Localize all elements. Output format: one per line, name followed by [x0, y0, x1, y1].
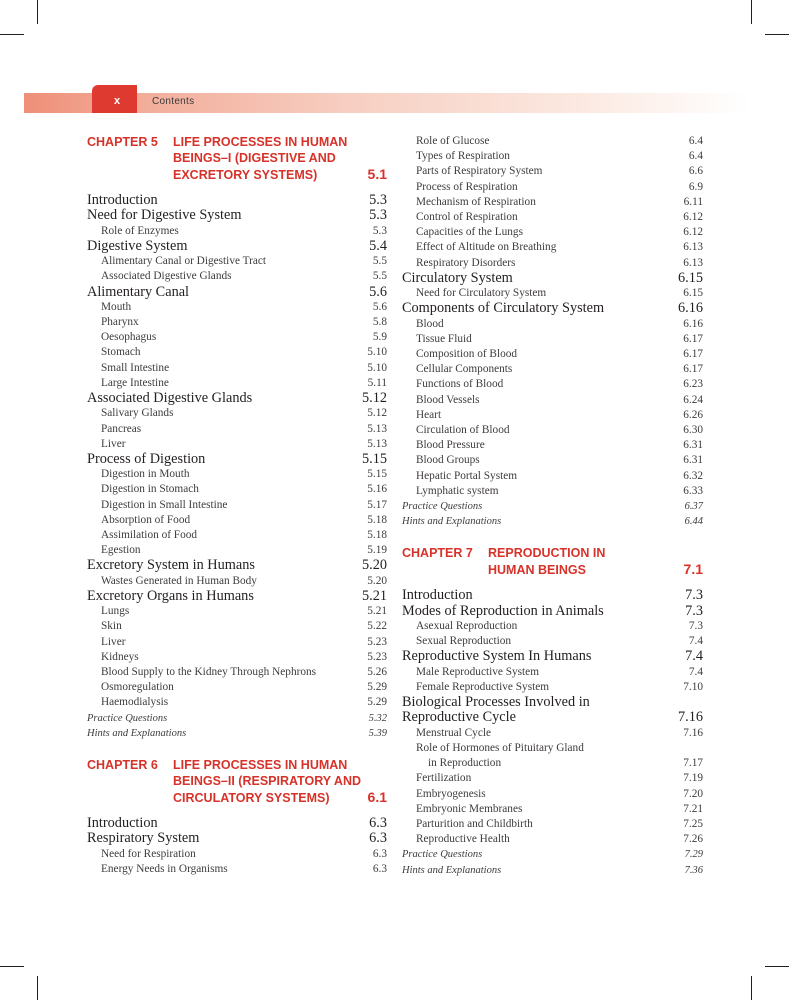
toc-back-matter-entry	[402, 514, 703, 529]
entry-title: Modes of Reproduction in Animals	[402, 602, 604, 619]
entry-title: Composition of Blood	[416, 348, 518, 361]
entry-page: 7.4	[685, 648, 703, 665]
entry-title: Parts of Respiratory System	[416, 165, 543, 178]
toc-subsection-entry	[402, 634, 703, 649]
entry-title: Mechanism of Respiration	[416, 195, 536, 208]
entry-title: Process of Digestion	[87, 450, 206, 467]
entry-title: Biological Processes Involved in	[402, 694, 590, 711]
entry-page: 6.32	[683, 469, 703, 482]
entry-title: Need for Digestive System	[87, 207, 242, 224]
chapter-title: LIFE PROCESSES IN HUMAN	[173, 135, 348, 149]
entry-page: 6.6	[688, 165, 703, 178]
entry-page: 6.12	[683, 211, 703, 224]
entry-title: Fertilization	[416, 772, 472, 785]
toc-section-entry	[87, 589, 387, 604]
chapter-title: HUMAN BEINGS	[488, 563, 586, 578]
toc-subsection-entry	[402, 408, 703, 423]
entry-title: Associated Digestive Glands	[101, 270, 232, 283]
toc-subsection-entry	[402, 317, 703, 332]
entry-title: Energy Needs in Organisms	[101, 862, 228, 875]
entry-title: Wastes Generated in Human Body	[101, 574, 257, 587]
entry-page: 5.5	[372, 270, 387, 283]
entry-page: 7.29	[684, 849, 703, 861]
entry-page: 6.33	[683, 484, 703, 497]
entry-title: Assimilation of Food	[101, 529, 198, 542]
chapter-title: LIFE PROCESSES IN HUMAN	[173, 758, 348, 773]
toc-subsection-entry	[402, 286, 703, 301]
entry-title: Haemodialysis	[101, 696, 169, 709]
entry-page: 5.22	[367, 620, 387, 633]
toc-subsection-entry	[402, 149, 703, 164]
toc-subsection-entry	[87, 406, 387, 421]
entry-title: Embryonic Membranes	[416, 802, 523, 815]
crop-mark	[751, 0, 752, 24]
entry-page: 6.37	[684, 501, 703, 513]
toc-subsection-entry	[87, 345, 387, 360]
toc-back-matter-entry	[87, 726, 387, 741]
toc-subsection-entry	[402, 210, 703, 225]
entry-page: 7.10	[683, 680, 703, 693]
entry-title: Blood Pressure	[416, 439, 485, 452]
entry-page: 5.4	[369, 237, 387, 254]
entry-title: Stomach	[101, 346, 141, 359]
toc-subsection-entry	[402, 832, 703, 847]
chapter-heading	[87, 757, 387, 806]
toc-subsection-entry	[87, 300, 387, 315]
entry-page: 6.16	[683, 317, 703, 330]
entry-title: Role of Glucose	[416, 135, 490, 147]
entry-page: 5.32	[368, 712, 387, 724]
toc-subsection-entry	[87, 224, 387, 239]
entry-page: 5.5	[372, 255, 387, 268]
chapter-title-line	[87, 757, 387, 773]
toc-section-entry	[402, 588, 703, 603]
entry-page: 5.20	[367, 574, 387, 587]
entry-page: 5.17	[367, 498, 387, 511]
entry-title: Digestion in Small Intestine	[101, 498, 228, 511]
entry-page: 5.19	[367, 544, 387, 557]
entry-title: Role of Enzymes	[101, 224, 179, 237]
chapter-title-line	[402, 545, 703, 561]
chapter-title: EXCRETORY SYSTEMS)	[173, 168, 318, 182]
entry-title: Need for Respiration	[101, 847, 196, 860]
toc-subsection-entry	[87, 330, 387, 345]
toc-subsection-entry	[402, 332, 703, 347]
entry-page: 6.31	[683, 454, 703, 467]
toc-section-entry	[402, 710, 703, 725]
entry-title: Pharynx	[101, 316, 139, 328]
entry-page: 5.11	[367, 376, 387, 389]
chapter-gap	[87, 741, 387, 757]
entry-title: Digestion in Mouth	[101, 468, 190, 481]
entry-title: Oesophagus	[101, 331, 157, 344]
entry-title: Functions of Blood	[416, 378, 504, 391]
entry-page: 6.17	[683, 332, 703, 345]
entry-title: Cellular Components	[416, 363, 513, 376]
entry-title: Circulatory System	[402, 269, 513, 286]
toc-subsection-entry	[402, 484, 703, 499]
toc-back-matter-entry	[402, 499, 703, 514]
entry-page: 7.16	[677, 709, 703, 726]
entry-page: 6.13	[683, 256, 703, 269]
entry-title: Sexual Reproduction	[416, 635, 512, 648]
entry-title: Kidneys	[101, 650, 139, 663]
entry-title: Effect of Altitude on Breathing	[416, 241, 557, 254]
entry-page: 7.3	[685, 602, 703, 619]
toc-section-entry	[402, 695, 703, 710]
toc-section-entry	[87, 452, 387, 467]
entry-page: 6.3	[372, 862, 387, 875]
entry-title: Menstrual Cycle	[416, 726, 491, 739]
chapter-page: 6.1	[367, 789, 387, 806]
chapter-title: BEINGS–I (DIGESTIVE AND	[173, 151, 336, 165]
entry-title: Practice Questions	[402, 501, 483, 513]
entry-title: Mouth	[101, 300, 132, 313]
entry-title: Blood Vessels	[416, 393, 480, 406]
chapter-title-line	[87, 166, 387, 183]
entry-title: Lungs	[101, 605, 130, 618]
toc-subsection-entry	[87, 543, 387, 558]
entry-page: 6.9	[688, 180, 703, 193]
entry-page: 6.16	[677, 300, 703, 317]
toc-subsection-entry	[402, 393, 703, 408]
entry-title: Hints and Explanations	[87, 727, 187, 739]
entry-page: 5.10	[367, 346, 387, 359]
page-number: x	[114, 95, 121, 107]
entry-page: 5.3	[372, 224, 387, 237]
toc-subsection-entry	[402, 726, 703, 741]
entry-page: 5.8	[372, 316, 387, 328]
entry-title: Introduction	[402, 587, 473, 604]
entry-title: Hepatic Portal System	[416, 469, 518, 482]
entry-page: 5.20	[361, 557, 387, 574]
toc-subsection-entry	[87, 574, 387, 589]
chapter-title-line	[87, 789, 387, 806]
chapter-label: CHAPTER 7	[402, 546, 473, 561]
entry-page: 7.3	[685, 587, 703, 604]
entry-title: Alimentary Canal or Digestive Tract	[101, 255, 267, 268]
toc-subsection-entry	[402, 469, 703, 484]
entry-title: Introduction	[87, 192, 158, 208]
entry-title: Liver	[101, 635, 126, 648]
crop-mark	[765, 966, 789, 967]
toc-section-entry	[87, 816, 387, 831]
entry-title: Female Reproductive System	[416, 680, 550, 693]
entry-title: Reproductive Health	[416, 833, 510, 846]
toc-section-entry	[87, 285, 387, 300]
entry-title: Hints and Explanations	[402, 864, 502, 876]
chapter-title: BEINGS–II (RESPIRATORY AND	[173, 774, 361, 789]
toc-subsection-entry	[402, 347, 703, 362]
entry-page: 5.13	[367, 422, 387, 435]
entry-title: Salivary Glands	[101, 407, 174, 420]
chapter-gap	[402, 529, 703, 545]
chapter-title-line	[87, 150, 387, 166]
chapter-page: 5.1	[367, 166, 387, 182]
entry-title: Digestion in Stomach	[101, 483, 199, 496]
toc-subsection-entry	[87, 361, 387, 376]
entry-title: Absorption of Food	[101, 513, 191, 526]
crop-mark	[765, 34, 789, 35]
entry-page: 7.26	[683, 833, 703, 846]
toc-subsection-entry	[87, 422, 387, 437]
toc-section-entry	[87, 208, 387, 223]
entry-title: Heart	[416, 408, 442, 421]
toc-subsection-entry	[402, 787, 703, 802]
entry-page: 6.23	[683, 378, 703, 391]
entry-page: 7.17	[683, 757, 703, 770]
entry-title: Alimentary Canal	[87, 283, 190, 300]
entry-title: Circulation of Blood	[416, 424, 510, 437]
toc-subsection-entry	[87, 437, 387, 452]
toc-subsection-entry	[402, 665, 703, 680]
toc-section-entry	[87, 831, 387, 846]
toc-subsection-entry	[87, 513, 387, 528]
toc-subsection-entry	[87, 862, 387, 877]
entry-page: 5.3	[369, 192, 387, 208]
toc-subsection-entry	[402, 180, 703, 195]
entry-page: 5.23	[367, 650, 387, 663]
entry-title: Pancreas	[101, 422, 142, 435]
toc-back-matter-entry	[402, 863, 703, 878]
entry-title: in Reproduction	[428, 757, 502, 770]
entry-page: 5.10	[367, 361, 387, 374]
toc-subsection-entry	[402, 680, 703, 695]
entry-title: Large Intestine	[101, 376, 169, 389]
entry-page: 5.26	[367, 666, 387, 679]
toc-subsection-entry	[402, 225, 703, 240]
toc-subsection-entry	[87, 376, 387, 391]
chapter-title: REPRODUCTION IN	[488, 546, 606, 561]
chapter-title-line	[87, 134, 387, 150]
entry-page: 6.24	[683, 393, 703, 406]
entry-page: 6.31	[683, 439, 703, 452]
toc-section-entry	[402, 301, 703, 316]
entry-title: Digestive System	[87, 237, 188, 254]
toc-subsection-entry	[87, 619, 387, 634]
entry-title: Tissue Fluid	[416, 332, 472, 345]
entry-title: Excretory System in Humans	[87, 557, 255, 574]
entry-page: 5.21	[367, 605, 387, 618]
entry-page: 5.29	[367, 681, 387, 694]
contents-column-left	[87, 134, 387, 877]
toc-subsection-entry	[87, 498, 387, 513]
entry-page: 6.4	[688, 135, 703, 147]
entry-title: Practice Questions	[87, 712, 168, 724]
entry-page: 5.6	[369, 283, 387, 300]
toc-section-entry	[402, 649, 703, 664]
entry-page: 5.29	[367, 696, 387, 709]
entry-title: Skin	[101, 620, 122, 633]
toc-subsection-entry	[402, 256, 703, 271]
entry-page: 5.9	[372, 331, 387, 344]
toc-subsection-entry	[87, 254, 387, 269]
toc-subsection-entry	[87, 695, 387, 710]
entry-page: 7.16	[683, 726, 703, 739]
entry-page: 6.3	[372, 847, 387, 860]
entry-title: Capacities of the Lungs	[416, 226, 523, 239]
toc-subsection-entry	[402, 619, 703, 634]
entry-title: Blood	[416, 317, 444, 330]
toc-subsection-entry	[402, 802, 703, 817]
entry-title: Liver	[101, 437, 126, 450]
entry-page: 6.4	[688, 150, 703, 163]
toc-subsection-entry	[402, 362, 703, 377]
toc-subsection-entry	[87, 315, 387, 330]
toc-subsection-entry	[402, 164, 703, 179]
crop-mark	[751, 976, 752, 1000]
toc-subsection-entry	[87, 482, 387, 497]
entry-page: 5.6	[372, 300, 387, 313]
entry-title: Types of Respiration	[416, 150, 510, 163]
entry-page: 5.18	[367, 529, 387, 542]
toc-subsection-entry	[87, 604, 387, 619]
toc-subsection-entry	[87, 269, 387, 284]
entry-title: Egestion	[101, 544, 141, 557]
entry-page: 7.25	[683, 817, 703, 830]
crop-mark	[37, 976, 38, 1000]
toc-section-entry	[87, 391, 387, 406]
entry-title: Lymphatic system	[416, 484, 499, 497]
entry-title: Male Reproductive System	[416, 665, 539, 678]
toc-subsection-entry	[402, 423, 703, 438]
entry-page: 5.39	[368, 727, 387, 739]
entry-page: 7.4	[688, 665, 703, 678]
toc-subsection-entry	[402, 817, 703, 832]
entry-page: 6.11	[683, 195, 703, 208]
entry-title: Control of Respiration	[416, 211, 518, 224]
toc-subsection-entry	[87, 467, 387, 482]
entry-page: 7.3	[688, 620, 703, 633]
entry-title: Hints and Explanations	[402, 516, 502, 528]
toc-subsection-entry	[87, 528, 387, 543]
entry-page: 6.17	[683, 348, 703, 361]
chapter-title-line	[402, 561, 703, 578]
toc-subsection-entry	[402, 771, 703, 786]
chapter-title: CIRCULATORY SYSTEMS)	[173, 791, 330, 806]
toc-subsection-entry	[402, 134, 703, 149]
toc-subsection-entry	[87, 650, 387, 665]
entry-title: Role of Hormones of Pituitary Gland	[416, 741, 584, 754]
toc-back-matter-entry	[87, 711, 387, 726]
entry-page: 6.26	[683, 408, 703, 421]
entry-page: 7.36	[684, 864, 703, 876]
entry-page: 5.16	[367, 483, 387, 496]
entry-page: 7.20	[683, 787, 703, 800]
toc-subsection-entry	[402, 741, 703, 756]
entry-title: Respiratory System	[87, 830, 200, 847]
crop-mark	[37, 0, 38, 24]
entry-title: Parturition and Childbirth	[416, 817, 533, 830]
entry-page: 6.12	[683, 226, 703, 239]
entry-page: 5.21	[361, 587, 387, 604]
entry-page: 6.44	[684, 516, 703, 528]
entry-title: Reproductive System In Humans	[402, 648, 592, 665]
entry-page: 5.12	[367, 407, 387, 420]
toc-subsection-entry	[402, 377, 703, 392]
entry-title: Respiratory Disorders	[416, 256, 516, 269]
toc-section-entry	[402, 604, 703, 619]
entry-title: Blood Supply to the Kidney Through Nephrons	[101, 666, 317, 679]
toc-section-entry	[87, 558, 387, 573]
entry-title: Process of Respiration	[416, 180, 518, 193]
entry-page: 6.13	[683, 241, 703, 254]
toc-subsection-entry	[402, 756, 703, 771]
entry-page: 6.3	[369, 830, 387, 847]
entry-title: Osmoregulation	[101, 681, 174, 694]
entry-title: Need for Circulatory System	[416, 287, 547, 300]
chapter-heading	[87, 134, 387, 183]
chapter-page: 7.1	[683, 561, 703, 578]
entry-title: Practice Questions	[402, 849, 483, 861]
toc-subsection-entry	[87, 635, 387, 650]
entry-title: Asexual Reproduction	[416, 620, 518, 633]
entry-page: 6.15	[677, 269, 703, 286]
toc-section-entry	[87, 193, 387, 208]
entry-title: Embryogenesis	[416, 787, 486, 800]
toc-section-entry	[402, 271, 703, 286]
entry-page: 6.3	[369, 815, 387, 832]
toc-subsection-entry	[87, 665, 387, 680]
entry-page: 5.15	[361, 450, 387, 467]
entry-page: 5.13	[367, 437, 387, 450]
entry-title: Components of Circulatory System	[402, 300, 605, 317]
toc-subsection-entry	[87, 680, 387, 695]
entry-title: Small Intestine	[101, 361, 170, 374]
toc-subsection-entry	[87, 847, 387, 862]
entry-title: Reproductive Cycle	[402, 709, 516, 726]
entry-page: 6.30	[683, 424, 703, 437]
chapter-label: CHAPTER 5	[87, 135, 158, 149]
entry-title: Blood Groups	[416, 454, 480, 467]
toc-back-matter-entry	[402, 847, 703, 862]
entry-page: 6.17	[683, 363, 703, 376]
entry-page: 7.4	[688, 635, 703, 648]
chapter-title-line	[87, 773, 387, 789]
chapter-heading	[402, 545, 703, 578]
entry-page: 5.12	[361, 390, 387, 407]
entry-page: 6.15	[683, 287, 703, 300]
toc-subsection-entry	[402, 195, 703, 210]
toc-subsection-entry	[402, 438, 703, 453]
toc-section-entry	[87, 239, 387, 254]
entry-page: 7.19	[683, 772, 703, 785]
entry-page: 5.18	[367, 513, 387, 526]
entry-page: 5.15	[367, 468, 387, 481]
contents-column-right	[402, 134, 703, 878]
toc-subsection-entry	[402, 240, 703, 255]
chapter-label: CHAPTER 6	[87, 758, 158, 773]
crop-mark	[0, 966, 24, 967]
entry-page: 5.3	[369, 207, 387, 224]
entry-page: 7.21	[683, 802, 703, 815]
running-header: Contents	[152, 96, 195, 107]
entry-title: Associated Digestive Glands	[87, 390, 253, 407]
crop-mark	[0, 34, 24, 35]
entry-page: 5.23	[367, 635, 387, 648]
toc-subsection-entry	[402, 453, 703, 468]
entry-title: Excretory Organs in Humans	[87, 587, 254, 604]
entry-title: Introduction	[87, 815, 158, 832]
